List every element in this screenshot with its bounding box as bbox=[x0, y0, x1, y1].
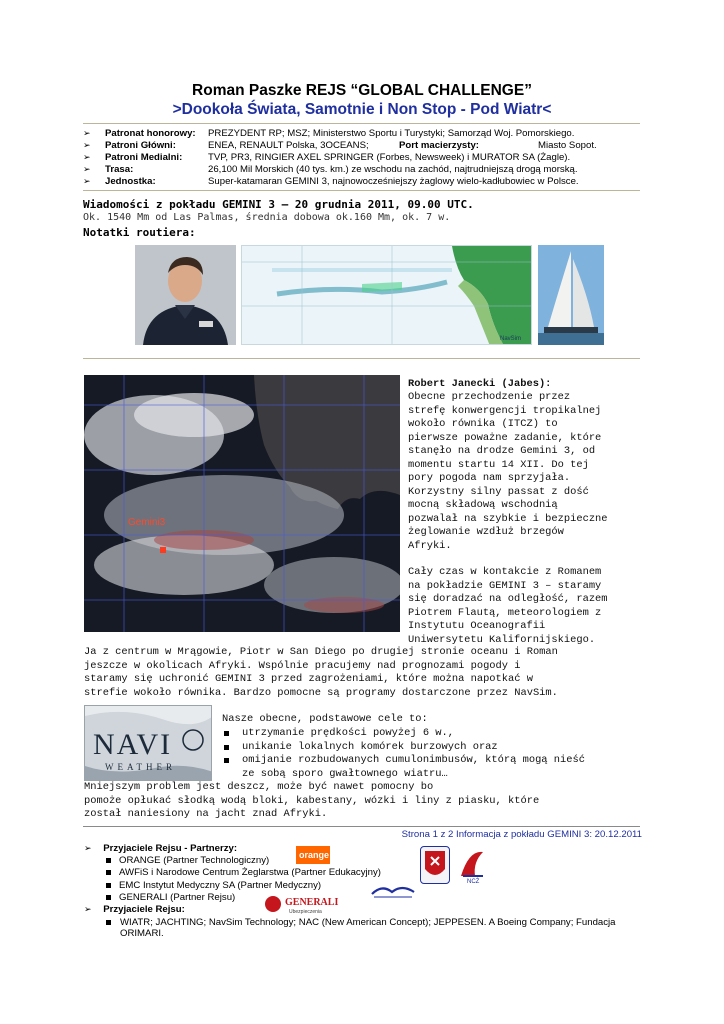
article-paragraph-2-continued bbox=[84, 646, 644, 700]
article-line: strefę konwergencji tropikalnej bbox=[408, 404, 602, 417]
svg-text:GENERALI: GENERALI bbox=[285, 897, 339, 908]
header-divider bbox=[83, 123, 640, 124]
catamaran-photo bbox=[538, 245, 604, 345]
article-line: na pokładzie GEMINI 3 – staramy bbox=[408, 579, 602, 592]
footer-divider bbox=[83, 826, 640, 827]
article-line: Uniwersytetu Kalifornijskiego. bbox=[408, 633, 596, 646]
article-paragraph-2 bbox=[408, 566, 640, 647]
square-bullet-icon bbox=[224, 731, 229, 736]
article-closing bbox=[84, 781, 644, 822]
partners-heading: ➢ Przyjaciele Rejsu - Partnerzy: bbox=[84, 843, 238, 854]
article-line: pozwalał na szybkie i bezpieczne bbox=[408, 512, 608, 525]
article-line: mocną składową wschodnią bbox=[408, 499, 558, 511]
arrow-bullet-icon: ➢ bbox=[84, 843, 92, 853]
article-line: staramy się uchronić GEMINI 3 przed zagrożeniami, które można napotkać w bbox=[84, 673, 533, 685]
goals-intro: Nasze obecne, podstawowe cele to: bbox=[222, 713, 428, 725]
article-line: został naniesiony na jacht znad Afryki. bbox=[84, 808, 328, 820]
article-line: jeszcze w okolicach Afryki. Wspólnie pracujemy nad prognozami pogody i bbox=[84, 659, 521, 672]
partner-emc: EMC Instytut Medyczny SA (Partner Medyczny) bbox=[106, 880, 321, 891]
navi-logo-subtext: WEATHER bbox=[105, 762, 176, 772]
page-footer-info: Strona 1 z 2 Informacja z pokładu GEMINI 3: 20.12.2011 bbox=[401, 829, 642, 840]
article-line: stanęło na drodze Gemini 3, od bbox=[408, 445, 596, 457]
photos-divider bbox=[83, 358, 640, 359]
article-line: Instytutu Oceanografii bbox=[408, 620, 546, 632]
friends-list: WIATR; JACHTING; NavSim Technology; NAC (New American Concept); JEPPESEN. A Boeing Company; Fundacja ORIMARI. bbox=[106, 917, 646, 939]
square-bullet-icon bbox=[224, 758, 229, 763]
ncz-sail-logo bbox=[455, 846, 489, 884]
arrow-bullet-icon: ➢ bbox=[84, 904, 92, 914]
article-line: pory pogoda nam sprzyjała. bbox=[408, 472, 571, 484]
news-title: Wiadomości z pokładu GEMINI 3 – 20 grudnia 2011, 09.00 UTC. bbox=[83, 198, 474, 211]
article-line: pomoże opłukać słodką wodą bloki, kabestany, wózki i liny z piasku, które bbox=[84, 794, 540, 807]
goal-item: ze sobą sporo gwałtownego wiatru… bbox=[242, 767, 448, 780]
document-subtitle: >Dookoła Świata, Samotnie i Non Stop - Pod Wiatr< bbox=[172, 101, 552, 118]
article-line: momentu startu 14 XII. Do tej bbox=[408, 458, 589, 471]
friends-heading: ➢ Przyjaciele Rejsu: bbox=[84, 904, 185, 915]
navi-logo-text: NAVI bbox=[93, 728, 173, 761]
goals-list bbox=[222, 727, 642, 781]
generali-logo bbox=[263, 892, 343, 916]
router-notes-label: Notatki routiera: bbox=[83, 226, 196, 239]
article-line: Cały czas w kontakcie z Romanem bbox=[408, 566, 602, 578]
emc-logo bbox=[370, 882, 416, 900]
partner-orange: ORANGE (Partner Technologiczny) bbox=[106, 855, 269, 866]
goal-item: utrzymanie prędkości powyżej 6 w., bbox=[222, 727, 642, 741]
satellite-image bbox=[84, 375, 400, 632]
info-divider bbox=[83, 190, 640, 191]
square-bullet-icon bbox=[224, 745, 229, 750]
arrow-bullet-icon: ➢ bbox=[83, 164, 91, 174]
article-line: Ja z centrum w Mrągowie, Piotr w San Diego po drugiej stronie oceanu i Roman bbox=[84, 646, 558, 658]
article-line: Mniejszym problem jest deszcz, może być nawet pomocny bo bbox=[84, 781, 434, 793]
partner-awfis: AWFiS i Narodowe Centrum Żeglarstwa (Partner Edukacyjny) bbox=[106, 867, 381, 878]
article-author: Robert Janecki (Jabes): bbox=[408, 378, 552, 390]
map-credit: NavSim bbox=[500, 336, 522, 342]
goal-item: omijanie rozbudowanych cumulonimbusów, którą mogą nieść bbox=[222, 754, 642, 768]
article-line: wokoło równika (ITCZ) to bbox=[408, 418, 558, 430]
navi-weather-logo bbox=[84, 705, 212, 781]
arrow-bullet-icon: ➢ bbox=[83, 140, 91, 150]
arrow-bullet-icon: ➢ bbox=[83, 176, 91, 186]
arrow-bullet-icon: ➢ bbox=[83, 128, 91, 138]
orange-logo: orange bbox=[296, 846, 330, 864]
weather-route-map bbox=[241, 245, 532, 345]
portrait-photo bbox=[135, 245, 236, 345]
arrow-bullet-icon: ➢ bbox=[83, 152, 91, 162]
svg-text:Ubezpieczenia: Ubezpieczenia bbox=[289, 909, 322, 915]
gemini3-label: Gemini3 bbox=[128, 517, 166, 528]
svg-text:NCŻ: NCŻ bbox=[467, 879, 480, 884]
article-line: żeglowanie wzdłuż brzegów bbox=[408, 526, 564, 538]
article-line: Afryki. bbox=[408, 539, 452, 552]
news-position: Ok. 1540 Mm od Las Palmas, średnia dobowa ok.160 Mm, ok. 7 w. bbox=[83, 212, 451, 223]
gdansk-crest-icon bbox=[420, 846, 450, 884]
article-paragraph-1 bbox=[408, 391, 640, 553]
goal-item: unikanie lokalnych komórek burzowych oraz bbox=[222, 741, 642, 755]
article-line: strefie wokoło równika. Bardzo pomocne są programy dostarczone przez NavSim. bbox=[84, 686, 558, 699]
article-line: Obecne przechodzenie przez bbox=[408, 391, 571, 403]
document-title: Roman Paszke REJS “GLOBAL CHALLENGE” bbox=[192, 82, 532, 99]
article-line: pierwsze poważne zadanie, które bbox=[408, 431, 602, 444]
article-line: Piotrem Flautą, meteorologiem z bbox=[408, 606, 602, 619]
article-line: się doradzać na odległość, razem bbox=[408, 593, 608, 605]
partner-generali: GENERALI (Partner Rejsu) bbox=[106, 892, 235, 903]
article-line: Korzystny silny passat z dość bbox=[408, 485, 589, 498]
